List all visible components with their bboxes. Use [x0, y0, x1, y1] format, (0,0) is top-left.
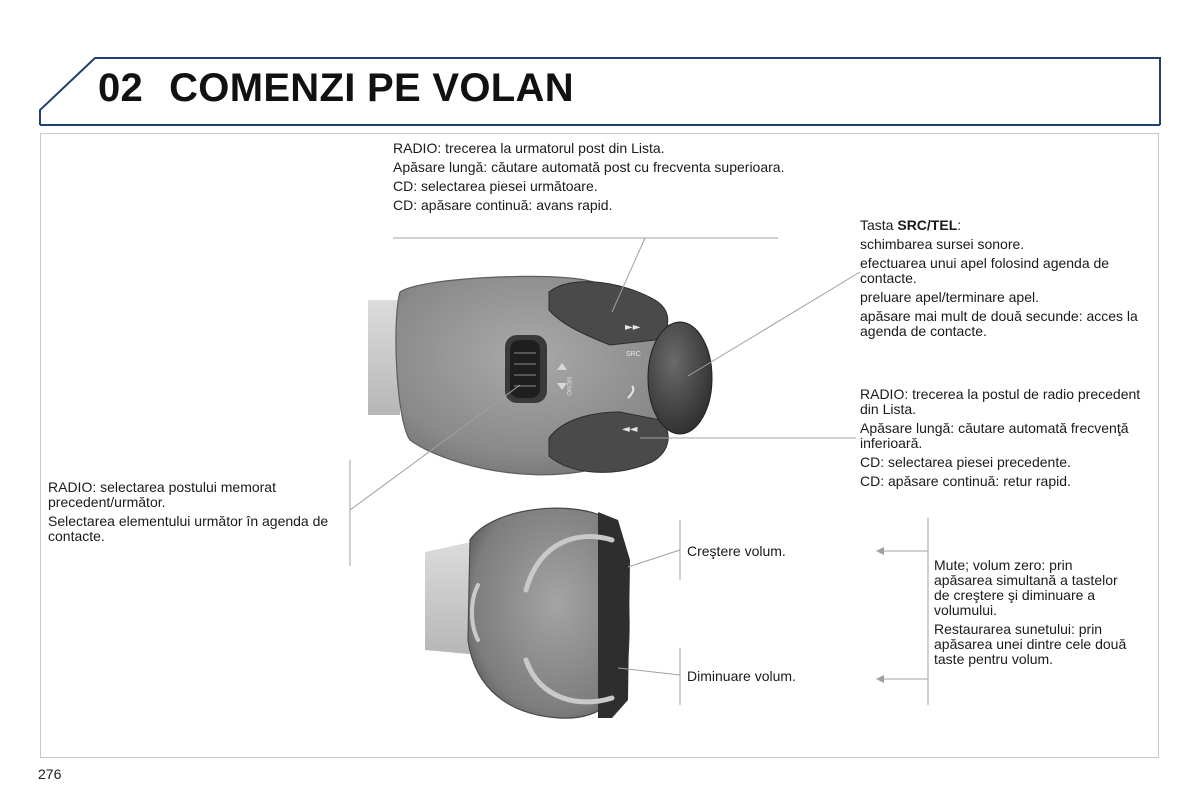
memo-wheel-description [48, 480, 338, 548]
src-tel-long-press: apăsare mai mult de două secunde: acces la agenda de contacte. [860, 308, 1138, 339]
memo-label: MEMO [565, 377, 571, 396]
prev-track-cd: CD: selectarea piesei precedente. [860, 454, 1071, 470]
mute-description [934, 558, 1134, 671]
next-track-cd: CD: selectarea piesei următoare. [393, 178, 598, 194]
next-track-description [393, 141, 793, 217]
src-tel-title: Tasta SRC/TEL: [860, 217, 962, 233]
prev-track-radio: RADIO: trecerea la postul de radio precedent din Lista. [860, 386, 1141, 417]
left-arrow-icon [876, 675, 884, 683]
src-tel-description [860, 218, 1160, 343]
next-track-long-press: Apăsare lungă: căutare automată post cu frecventa superioara. [393, 159, 785, 175]
mute-instruction: Mute; volum zero: prin apăsarea simultană a tastelor de creştere şi diminuare a volumului. [934, 557, 1118, 618]
src-label: SRC [626, 351, 641, 358]
src-tel-source: schimbarea sursei sonore. [860, 236, 1025, 252]
volume-down-label: Diminuare volum. [687, 668, 796, 684]
memo-radio: RADIO: selectarea postului memorat precedent/următor. [48, 479, 276, 510]
next-track-radio: RADIO: trecerea la urmatorul post din Lista. [393, 140, 665, 156]
volume-control [425, 508, 630, 718]
next-track-cd-hold: CD: apăsare continuă: avans rapid. [393, 197, 613, 213]
src-tel-call: efectuarea unui apel folosind agenda de contacte. [860, 255, 1110, 286]
page-number: 276 [38, 766, 62, 782]
prev-track-long-press: Apăsare lungă: căutare automată frecvenţă inferioară. [860, 420, 1129, 451]
chapter-number: 02 [98, 66, 144, 110]
src-tel-answer: preluare apel/terminare apel. [860, 289, 1039, 305]
leader-vol-up [628, 550, 680, 567]
leader-src [688, 272, 860, 376]
volume-up-label: Creştere volum. [687, 543, 786, 559]
memo-contacts: Selectarea elementului următor în agenda de contacte. [48, 513, 329, 544]
prev-track-cd-hold: CD: apăsare continuă: retur rapid. [860, 473, 1071, 489]
rewind-icon: ◄◄ [622, 424, 638, 435]
left-arrow-icon [876, 547, 884, 555]
previous-track-description [860, 387, 1150, 493]
chapter-title: COMENZI PE VOLAN [169, 66, 574, 110]
upper-control [368, 276, 712, 474]
fast-forward-icon: ►► [625, 322, 641, 333]
unmute-instruction: Restaurarea sunetului: prin apăsarea unei dintre cele două taste pentru volum. [934, 621, 1127, 667]
